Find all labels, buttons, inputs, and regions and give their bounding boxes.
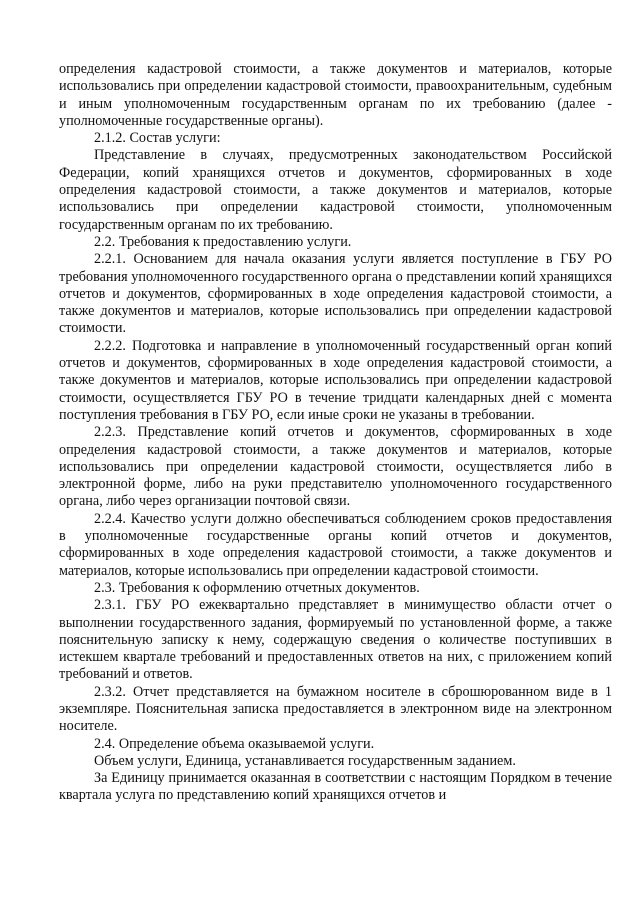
paragraph-service-composition: Представление в случаях, предусмотренных законодательством Российской Федерации, копий хранящихся отчетов и документов, сформированных в ходе определения кадастровой стоимости, а также документов и материалов, которые использовались при определении кадастровой стоимости, уполномоченным государственным органам по их требованию.: [59, 147, 612, 233]
paragraph-2-3-1: 2.3.1. ГБУ РО ежеквартально представляет в минимущество области отчет о выполнении государственного задания, формируемый по установленной форме, а также пояснительную записку к нему, содержащую сведения о количестве поступивших в истекшем квартале требований и предоставленных ответов на них, с приложением копий требований и ответов.: [59, 597, 612, 683]
paragraph-2-2-1: 2.2.1. Основанием для начала оказания услуги является поступление в ГБУ РО требования уполномоченного государственного органа о представлении копий хранящихся отчетов и документов, сформированных в ходе определения кадастровой стоимости, а также документов и материалов, которые использовались при определении кадастровой стоимости.: [59, 251, 612, 337]
paragraph-2-2-3: 2.2.3. Представление копий отчетов и документов, сформированных в ходе определения кадастровой стоимости, а также документов и материалов, которые использовались при определении кадастровой стоимости, осуществляется либо в электронной форме, либо на руки представителю уполномоченного государственного органа, либо через организации почтовой связи.: [59, 424, 612, 510]
paragraph-2-3-2: 2.3.2. Отчет представляется на бумажном носителе в сброшюрованном виде в 1 экземпляре. Пояснительная записка предоставляется в электронном виде на электронном носителе.: [59, 683, 612, 735]
paragraph-continuation: определения кадастровой стоимости, а также документов и материалов, которые использовались при определении кадастровой стоимости, правоохранительным, судебным и иным уполномоченным государственным органам по их требованию (далее - уполномоченные государственные органы).: [59, 61, 612, 129]
paragraph-2-4-heading: 2.4. Определение объема оказываемой услуги.: [94, 735, 375, 752]
paragraph-2-2-heading: 2.2. Требования к предоставлению услуги.: [94, 233, 352, 250]
paragraph-2-3-heading: 2.3. Требования к оформлению отчетных документов.: [94, 579, 420, 596]
paragraph-2-2-4: 2.2.4. Качество услуги должно обеспечиваться соблюдением сроков предоставления в уполномоченные государственные органы копий отчетов и документов, сформированных в ходе определения кадастровой стоимости, а также документов и материалов, которые использовались при определении кадастровой стоимости.: [59, 510, 612, 579]
document-page: [59, 61, 612, 805]
paragraph-unit-definition: За Единицу принимается оказанная в соответствии с настоящим Порядком в течение квартала услуга по представлению копий хранящихся отчетов и: [59, 770, 612, 804]
paragraph-2-2-2: 2.2.2. Подготовка и направление в уполномоченный государственный орган копий отчетов и документов, сформированных в ходе определения кадастровой стоимости, а также документов и материалов, которые использовались при определении кадастровой стоимости, осуществляется ГБУ РО в течение тридцати календарных дней с момента поступления требования в ГБУ РО, если иные сроки не указаны в требовании.: [59, 337, 612, 423]
paragraph-service-volume: Объем услуги, Единица, устанавливается государственным заданием.: [94, 752, 516, 769]
paragraph-2-1-2-heading: 2.1.2. Состав услуги:: [94, 130, 221, 147]
